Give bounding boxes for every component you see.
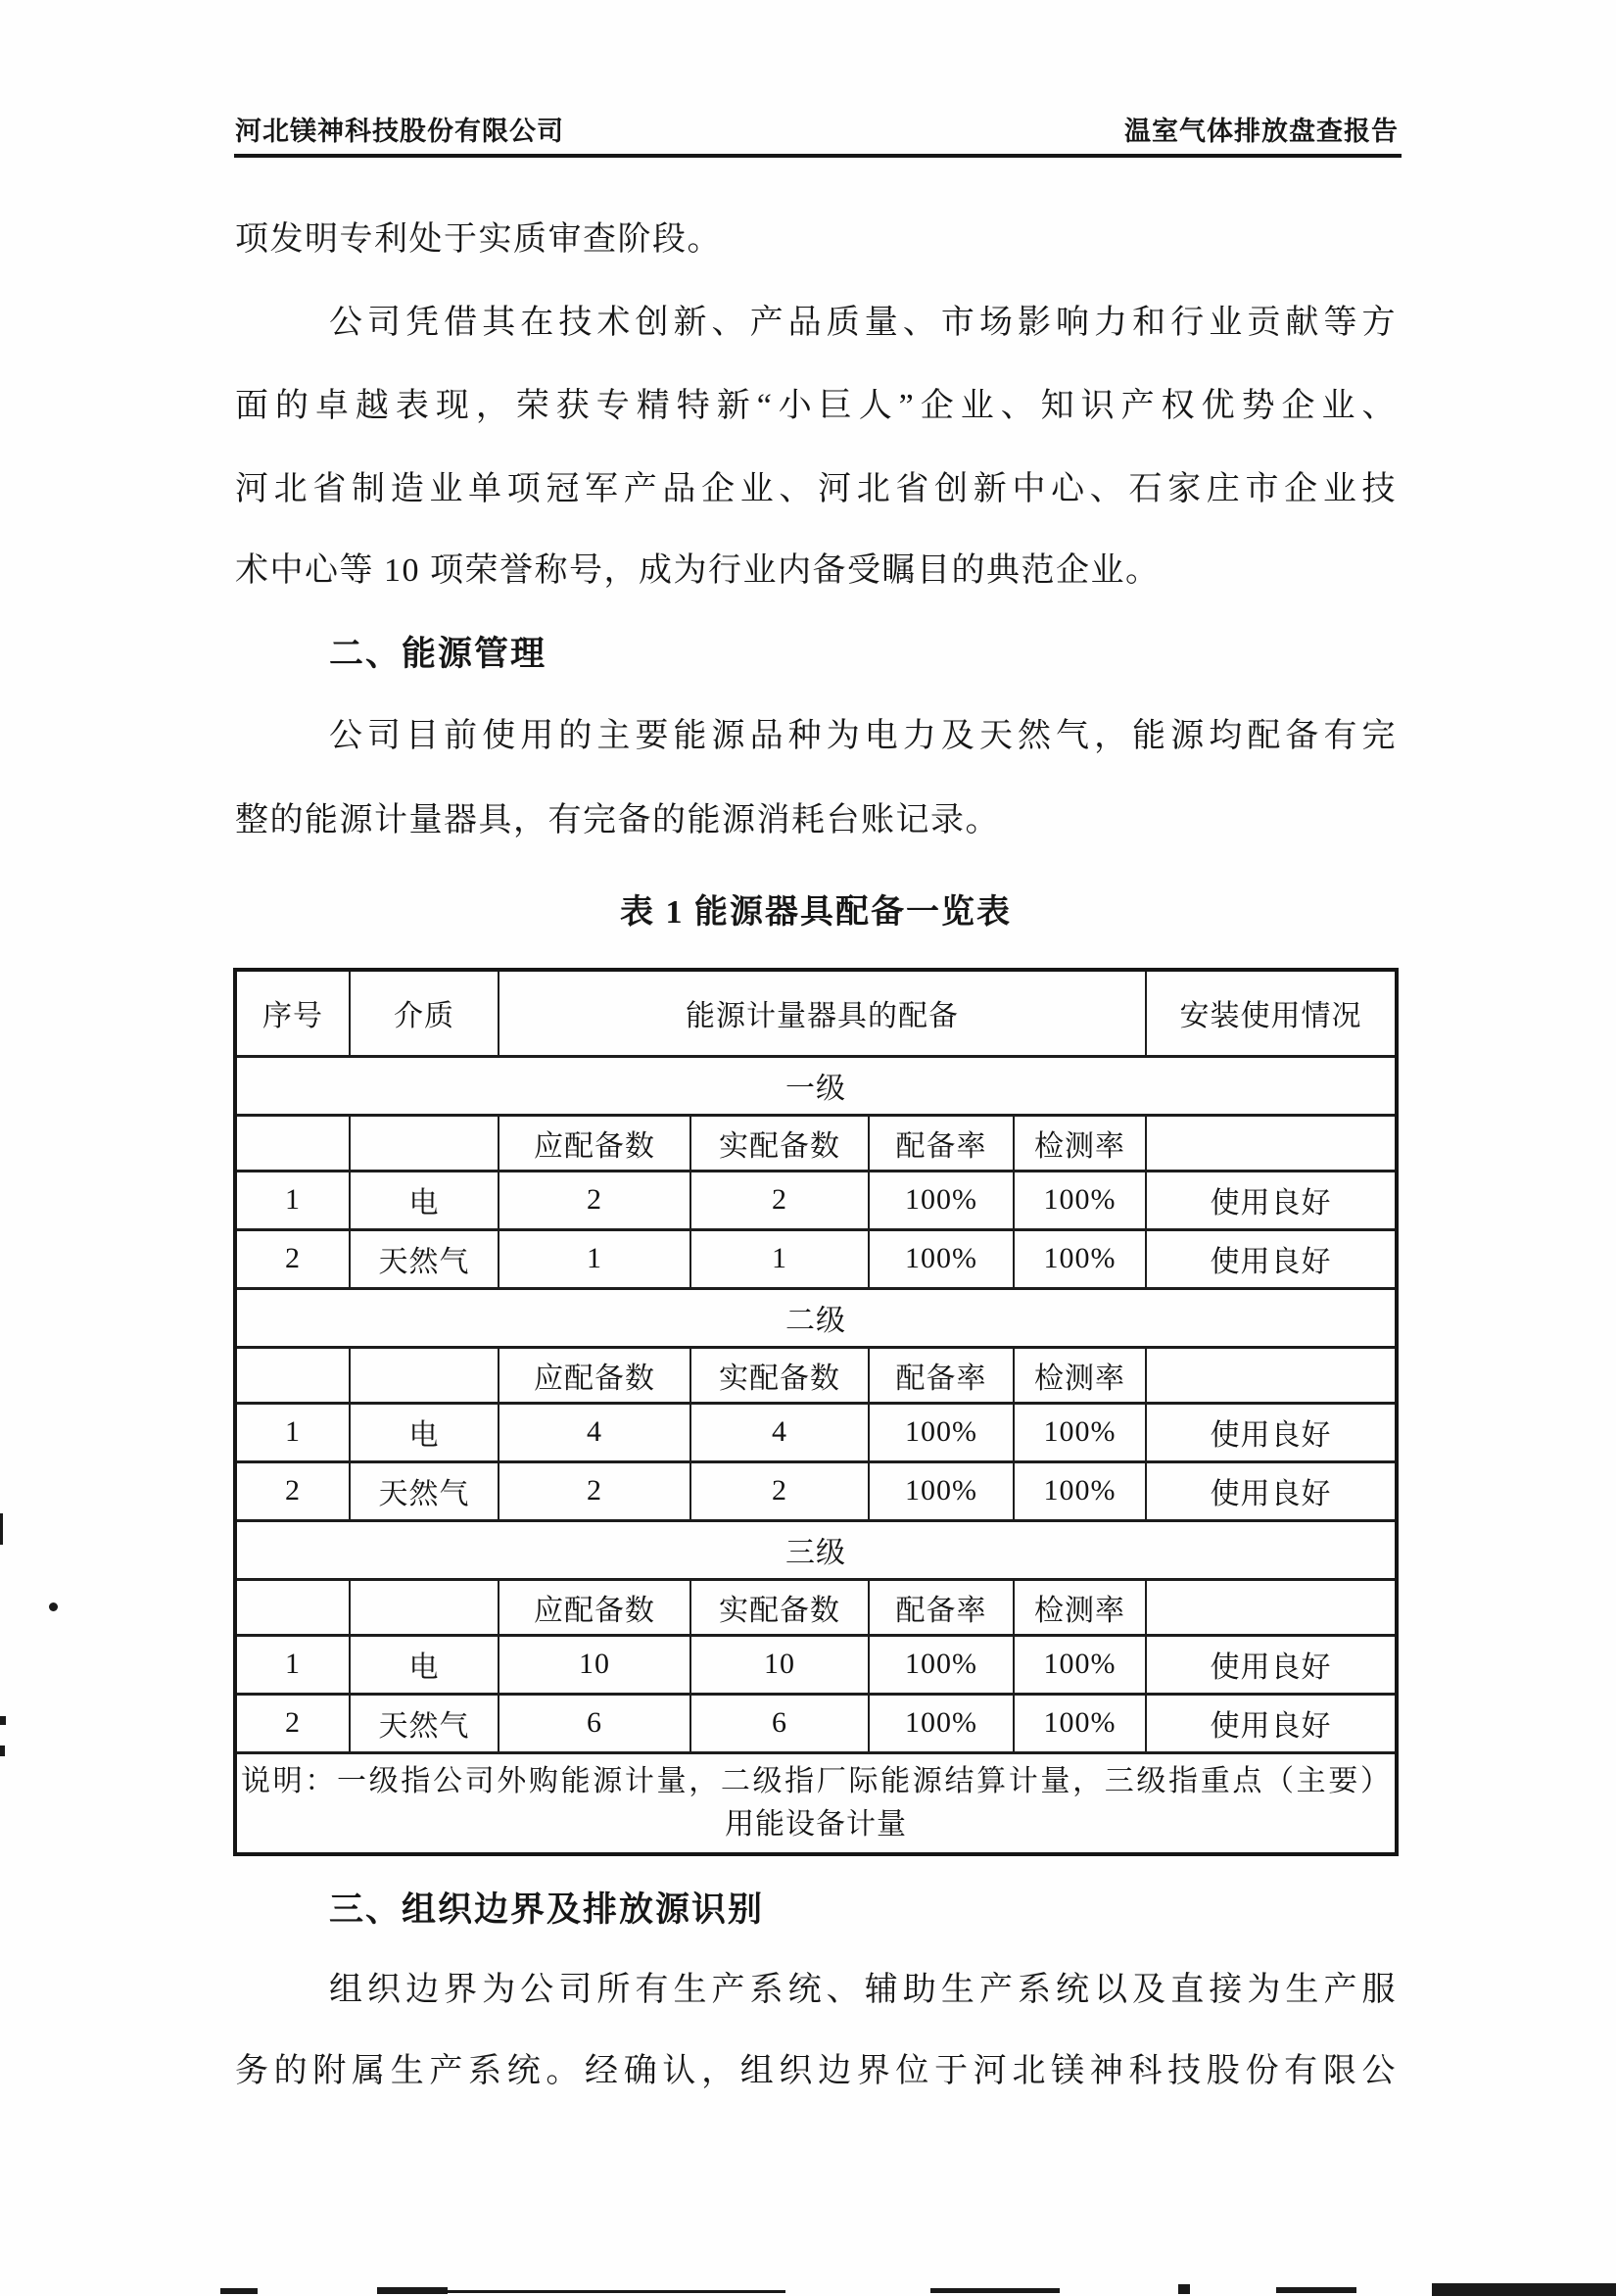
cell-required: 2: [499, 1171, 690, 1229]
subcol-detect: 检测率: [1014, 1347, 1146, 1403]
empty-cell: [235, 1347, 350, 1403]
subcol-detect: 检测率: [1014, 1115, 1146, 1171]
table-row: [235, 1229, 1397, 1288]
band-row-level2: [235, 1288, 1397, 1347]
cell-rate: 100%: [869, 1403, 1014, 1461]
cell-install: 使用良好: [1146, 1403, 1397, 1461]
subcol-rate: 配备率: [869, 1347, 1014, 1403]
subheader-row-level3: [235, 1579, 1397, 1635]
body-line-p2-3: 河北省制造业单项冠军产品企业、河北省创新中心、石家庄市企业技: [235, 471, 1397, 507]
cell-medium: 天然气: [350, 1229, 499, 1288]
cutoff-footer-mark: [1178, 2284, 1190, 2294]
table-row: [235, 1403, 1397, 1461]
subcol-required: 应配备数: [499, 1347, 690, 1403]
empty-cell: [235, 1115, 350, 1171]
header-company: 河北镁神科技股份有限公司: [235, 117, 564, 146]
cell-install: 使用良好: [1146, 1694, 1397, 1752]
cell-detect: 100%: [1014, 1461, 1146, 1520]
empty-cell: [350, 1347, 499, 1403]
subcol-rate: 配备率: [869, 1115, 1014, 1171]
cell-install: 使用良好: [1146, 1171, 1397, 1229]
cell-required: 4: [499, 1403, 690, 1461]
col-header-medium: 介质: [350, 970, 499, 1056]
cell-rate: 100%: [869, 1461, 1014, 1520]
subcol-actual: 实配备数: [690, 1115, 869, 1171]
subcol-required: 应配备数: [499, 1579, 690, 1635]
table-note-cell: [235, 1752, 1397, 1854]
scan-edge-mark: [0, 1716, 6, 1725]
cutoff-footer-mark: [448, 2290, 785, 2293]
cutoff-footer-mark: [1276, 2287, 1356, 2293]
cell-actual: 2: [690, 1461, 869, 1520]
cell-rate: 100%: [869, 1171, 1014, 1229]
cutoff-footer-mark: [220, 2288, 258, 2294]
cell-rate: 100%: [869, 1694, 1014, 1752]
scan-edge-mark: [0, 1513, 3, 1545]
cell-medium: 电: [350, 1171, 499, 1229]
empty-cell: [350, 1579, 499, 1635]
cell-install: 使用良好: [1146, 1635, 1397, 1694]
cell-required: 10: [499, 1635, 690, 1694]
cell-detect: 100%: [1014, 1635, 1146, 1694]
cell-seq: 2: [235, 1229, 350, 1288]
subcol-required: 应配备数: [499, 1115, 690, 1171]
band-row-level1: [235, 1056, 1397, 1115]
cell-actual: 2: [690, 1171, 869, 1229]
cutoff-footer-mark: [1432, 2283, 1616, 2296]
empty-cell: [1146, 1115, 1397, 1171]
table-header-row: [235, 970, 1397, 1056]
body-line-p3-1: 公司目前使用的主要能源品种为电力及天然气，能源均配备有完: [329, 718, 1397, 754]
col-header-equip: 能源计量器具的配备: [499, 970, 1146, 1056]
cell-seq: 2: [235, 1694, 350, 1752]
table-row: [235, 1171, 1397, 1229]
band-label-level3: 三级: [235, 1520, 1397, 1579]
section-heading-3: 三、组织边界及排放源识别: [329, 1890, 765, 1929]
cell-actual: 1: [690, 1229, 869, 1288]
cell-actual: 10: [690, 1635, 869, 1694]
band-row-level3: [235, 1520, 1397, 1579]
scan-edge-mark: [0, 1746, 5, 1756]
body-line-p2-2: 面的卓越表现，荣获专精特新“小巨人”企业、知识产权优势企业、: [235, 388, 1397, 424]
cell-rate: 100%: [869, 1635, 1014, 1694]
body-line-p1: 项发明专利处于实质审查阶段。: [235, 221, 722, 258]
body-line-p2-4: 术中心等 10 项荣誉称号，成为行业内备受瞩目的典范企业。: [235, 552, 1161, 589]
cell-install: 使用良好: [1146, 1461, 1397, 1520]
col-header-install: 安装使用情况: [1146, 970, 1397, 1056]
subcol-rate: 配备率: [869, 1579, 1014, 1635]
empty-cell: [235, 1579, 350, 1635]
cell-detect: 100%: [1014, 1403, 1146, 1461]
body-line-p4-2: 务的附属生产系统。经确认，组织边界位于河北镁神科技股份有限公: [235, 2053, 1397, 2089]
cell-detect: 100%: [1014, 1171, 1146, 1229]
subheader-row-level1: [235, 1115, 1397, 1171]
table-caption: 表 1 能源器具配备一览表: [620, 894, 1012, 931]
band-label-level2: 二级: [235, 1288, 1397, 1347]
cell-medium: 电: [350, 1635, 499, 1694]
scan-speck: [49, 1602, 58, 1611]
col-header-seq: 序号: [235, 970, 350, 1056]
body-line-p3-2: 整的能源计量器具，有完备的能源消耗台账记录。: [235, 802, 1000, 838]
empty-cell: [1146, 1579, 1397, 1635]
table-note-line1: 说明：一级指公司外购能源计量，二级指厂际能源结算计量，三级指重点（主要）: [241, 1764, 1391, 1797]
header-report-title: 温室气体排放盘查报告: [1124, 117, 1399, 146]
cell-required: 6: [499, 1694, 690, 1752]
cell-actual: 6: [690, 1694, 869, 1752]
subcol-actual: 实配备数: [690, 1579, 869, 1635]
cell-detect: 100%: [1014, 1229, 1146, 1288]
cell-detect: 100%: [1014, 1694, 1146, 1752]
cell-seq: 1: [235, 1171, 350, 1229]
cell-seq: 1: [235, 1403, 350, 1461]
empty-cell: [350, 1115, 499, 1171]
cell-install: 使用良好: [1146, 1229, 1397, 1288]
page-header: [235, 110, 1399, 148]
cutoff-footer-mark: [930, 2288, 1060, 2293]
cell-medium: 电: [350, 1403, 499, 1461]
body-line-p4-1: 组织边界为公司所有生产系统、辅助生产系统以及直接为生产服: [329, 1972, 1397, 2008]
table-row: [235, 1635, 1397, 1694]
table-note-line2: 用能设备计量: [725, 1807, 907, 1841]
subheader-row-level2: [235, 1347, 1397, 1403]
cell-required: 1: [499, 1229, 690, 1288]
empty-cell: [1146, 1347, 1397, 1403]
header-rule: [234, 154, 1402, 158]
cell-required: 2: [499, 1461, 690, 1520]
table-row: [235, 1694, 1397, 1752]
band-label-level1: 一级: [235, 1056, 1397, 1115]
cell-seq: 1: [235, 1635, 350, 1694]
cell-seq: 2: [235, 1461, 350, 1520]
table-note-row: [235, 1752, 1397, 1854]
cell-rate: 100%: [869, 1229, 1014, 1288]
energy-metering-table: [233, 968, 1399, 1856]
table-row: [235, 1461, 1397, 1520]
subcol-actual: 实配备数: [690, 1347, 869, 1403]
section-heading-2: 二、能源管理: [329, 635, 547, 673]
cutoff-footer-mark: [377, 2287, 448, 2294]
subcol-detect: 检测率: [1014, 1579, 1146, 1635]
body-line-p2-1: 公司凭借其在技术创新、产品质量、市场影响力和行业贡献等方: [329, 305, 1397, 341]
cell-medium: 天然气: [350, 1461, 499, 1520]
cell-medium: 天然气: [350, 1694, 499, 1752]
cell-actual: 4: [690, 1403, 869, 1461]
